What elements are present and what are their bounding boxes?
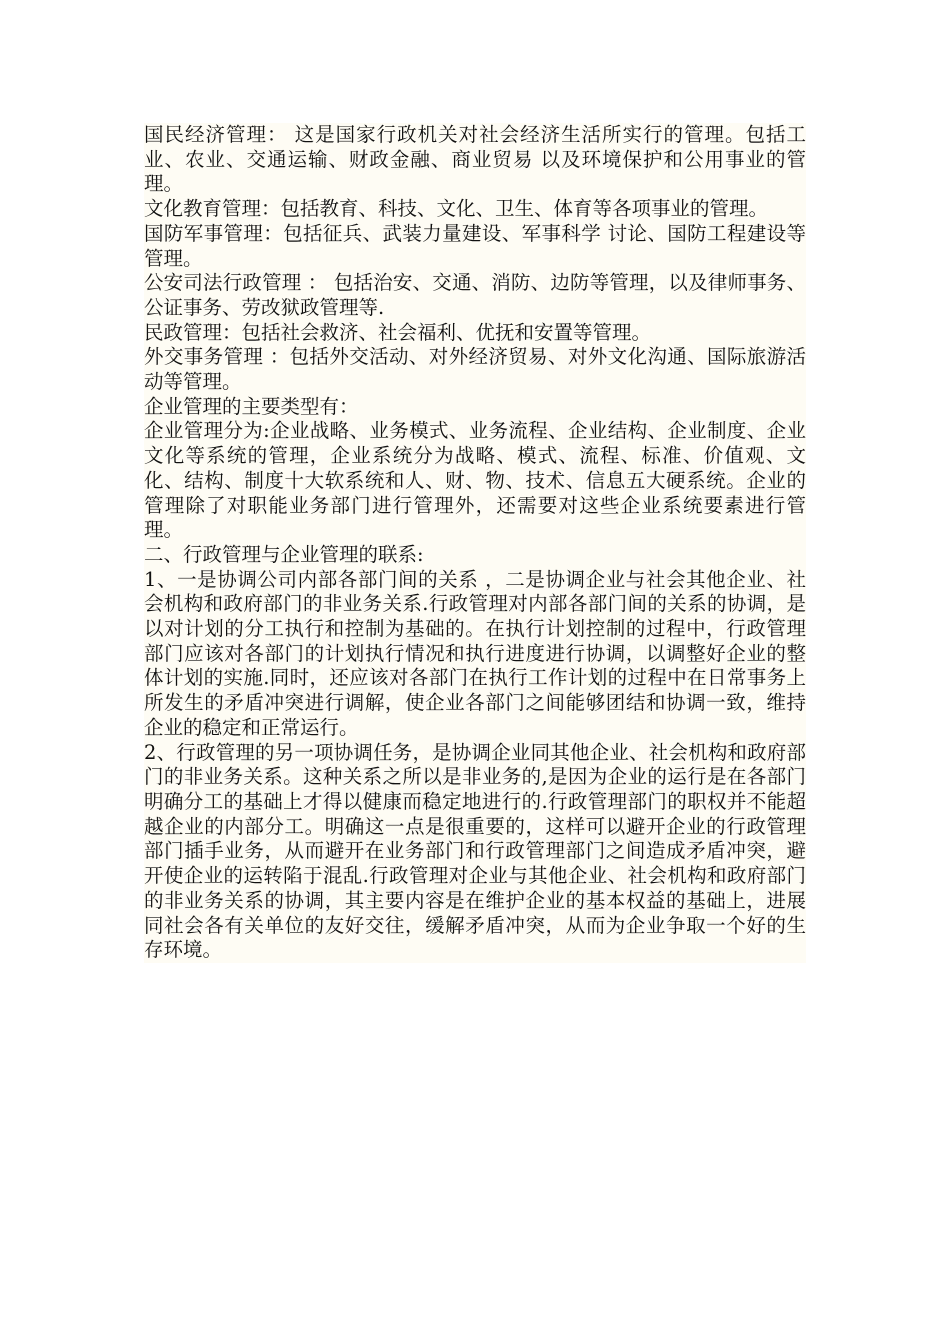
- paragraph-civil-affairs: 民政管理：包括社会救济、社会福利、优抚和安置等管理。: [144, 320, 652, 344]
- paragraph-national-defense: 国防军事管理：包括征兵、武装力量建设、军事科学 讨论、国防工程建设等管理。: [144, 221, 806, 270]
- paragraph-enterprise-management: 企业管理分为:企业战略、业务模式、业务流程、企业结构、企业制度、企业文化等系统的管理，企业系统分为战略、模式、流程、标准、价值观、文化、结构、制度十大软系统和人、财、物、技术、信息五大硬系统。企业的管理除了对职能业务部门进行管理外，还需要对这些企业系统要素进行管理。: [144, 419, 806, 542]
- paragraph-foreign-affairs: 外交事务管理 ：包括外交活动、对外经济贸易、对外文化沟通、国际旅游活动等管理。: [144, 345, 806, 394]
- section-heading-connection: 二、行政管理与企业管理的联系:: [144, 542, 424, 566]
- paragraph-culture-education: 文化教育管理：包括教育、科技、文化、卫生、体育等各项事业的管理。: [144, 197, 769, 221]
- paragraph-point-2: 2、行政管理的另一项协调任务，是协调企业同其他企业、社会机构和政府部门的非业务关系。这种关系之所以是非业务的,是因为企业的运行是在各部门明确分工的基础上才得以健康而稳定地进行的.行政管理部门的职权并不能超越企业的内部分工。明确这一点是很重要的，这样可以避开企业的行政管理部门插手业务，从而避开在业务部门和行政管理部门之间造成矛盾冲突，避开使企业的运转陷于混乱.行政管理对企业与其他企业、社会机构和政府部门的非业务关系的协调，其主要内容是在维护企业的基本权益的基础上，进展同社会各有关单位的友好交往，缓解矛盾冲突，从而为企业争取一个好的生存环境。: [144, 740, 806, 962]
- paragraph-public-security-justice: 公安司法行政管理 ： 包括治安、交通、消防、边防等管理，以及律师事务、公证事务、劳改狱政管理等.: [144, 271, 806, 319]
- document-body: [144, 123, 806, 963]
- paragraph-national-economy: 国民经济管理： 这是国家行政机关对社会经济生活所实行的管理。包括工业、农业、交通运输、财政金融、商业贸易 以及环境保护和公用事业的管理。: [144, 123, 806, 196]
- paragraph-enterprise-types-heading: 企业管理的主要类型有：: [144, 394, 359, 418]
- paragraph-point-1: 1、一是协调公司内部各部门间的关系 ，二是协调企业与社会其他企业、社会机构和政府部门的非业务关系.行政管理对内部各部门间的关系的协调，是以对计划的分工执行和控制为基础的。在执行计划控制的过程中，行政管理部门应该对各部门的计划执行情况和执行进度进行协调，以调整好企业的整体计划的实施.同时，还应该对各部门在执行工作计划的过程中在日常事务上所发生的矛盾冲突进行调解，使企业各部门之间能够团结和协调一致，维持企业的稳定和正常运行。: [144, 567, 806, 739]
